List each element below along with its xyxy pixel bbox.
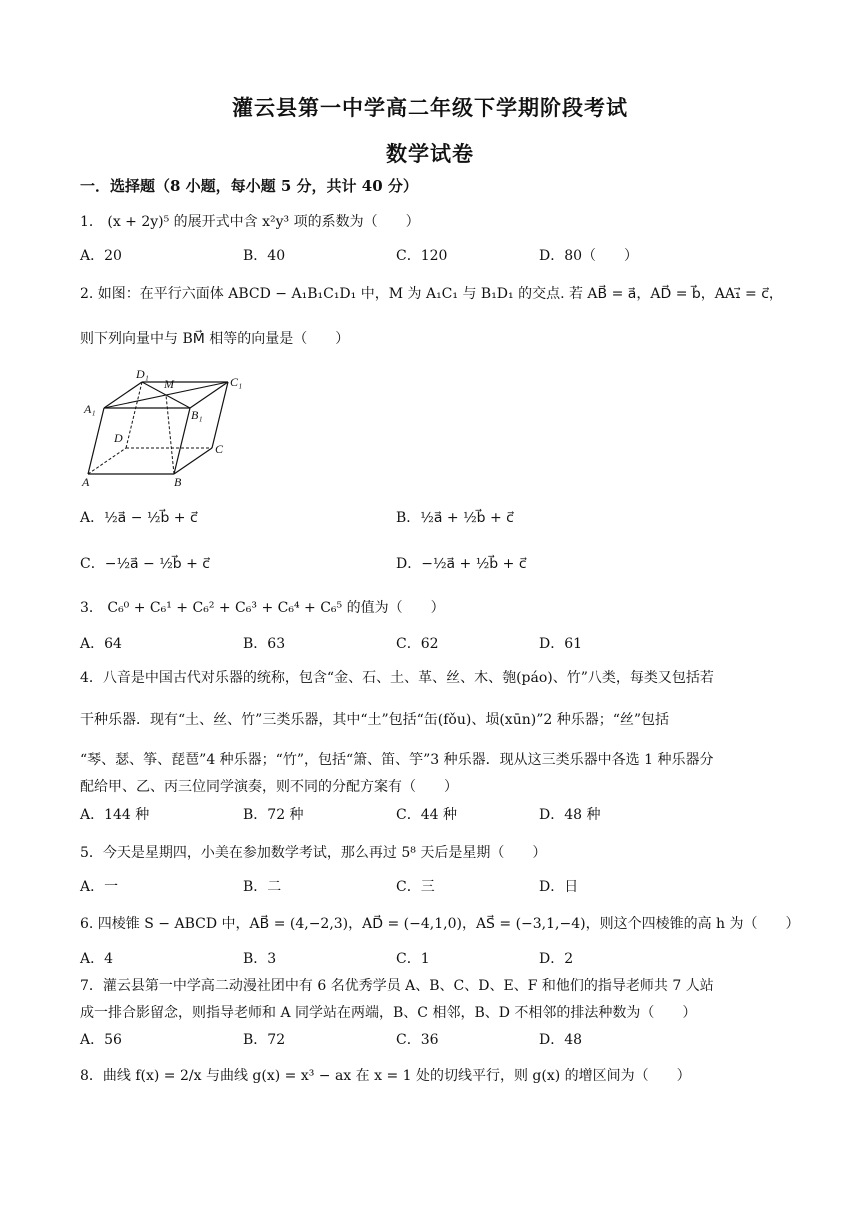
option-c: C．36 xyxy=(396,1032,439,1048)
option-c: C．62 xyxy=(396,636,439,652)
label-a1: A₁ xyxy=(84,402,96,416)
option-b: B．72 种 xyxy=(243,807,304,823)
question-6-stem: 6. 四棱锥 S − ABCD 中，AB⃗ = (4,−2,3)，AD⃗ = (−4,1,0)，AS⃗ = (−3,1,−4)，则这个四棱锥的高 h 为（ ） xyxy=(80,916,800,932)
question-2-stem: 2. 如图：在平行六面体 ABCD − A₁B₁C₁D₁ 中，M 为 A₁C₁ 与 B₁D₁ 的交点. 若 AB⃗ = a⃗，AD⃗ = b⃗，AA₁⃗ = c⃗， xyxy=(80,286,783,302)
question-1-stem: 1． (x + 2y)⁵ 的展开式中含 x²y³ 项的系数为（ ） xyxy=(80,214,420,230)
label-b1: B₁ xyxy=(191,408,203,422)
label-c1: C₁ xyxy=(230,375,243,389)
question-6-options xyxy=(80,949,790,969)
question-4-stem-cont3: 配给甲、乙、丙三位同学演奏，则不同的分配方案有（ ） xyxy=(80,779,458,795)
option-c: C．三 xyxy=(396,879,435,895)
option-c: C．120 xyxy=(396,248,448,264)
option-a: A．20 xyxy=(80,248,122,264)
option-a: A．64 xyxy=(80,636,122,652)
question-2-options-row2 xyxy=(80,554,790,574)
option-b: B．3 xyxy=(243,951,277,967)
question-7-options xyxy=(80,1030,790,1050)
option-a: A．½a⃗ − ½b⃗ + c⃗ xyxy=(80,510,198,526)
question-4-stem: 4．八音是中国古代对乐器的统称，包含“金、石、土、革、丝、木、匏(páo)、竹”八类，每类又包括若 xyxy=(80,670,714,686)
option-c: C．44 种 xyxy=(396,807,457,823)
school-title: 灌云县第一中学高二年级下学期阶段考试 xyxy=(232,95,628,120)
question-1-options xyxy=(80,246,790,266)
section-heading: 一．选择题（8 小题，每小题 5 分，共计 40 分） xyxy=(80,177,418,195)
option-c: C．1 xyxy=(396,951,430,967)
question-2-options-row1 xyxy=(80,508,790,528)
option-d: D．−½a⃗ + ½b⃗ + c⃗ xyxy=(396,556,527,572)
question-4-options xyxy=(80,805,790,825)
option-a: A．56 xyxy=(80,1032,122,1048)
option-c: C．−½a⃗ − ½b⃗ + c⃗ xyxy=(80,556,211,572)
option-d: D．2 xyxy=(539,951,574,967)
question-7-stem: 7．灌云县第一中学高二动漫社团中有 6 名优秀学员 A、B、C、D、E、F 和他们的指导老师共 7 人站 xyxy=(80,978,714,994)
question-4-stem-cont1: 干种乐器．现有“土、丝、竹”三类乐器，其中“土”包括“缶(fǒu)、埙(xūn)”2 种乐器；“丝”包括 xyxy=(80,712,670,728)
option-a: A．一 xyxy=(80,879,119,895)
question-3-options xyxy=(80,634,790,654)
option-b: B．72 xyxy=(243,1032,286,1048)
question-5-stem: 5．今天是星期四，小美在参加数学考试，那么再过 5⁸ 天后是星期（ ） xyxy=(80,845,547,861)
label-b: B xyxy=(174,475,182,489)
parallelepiped-figure xyxy=(80,362,250,490)
option-b: B．二 xyxy=(243,879,282,895)
question-3-stem: 3． C₆⁰ + C₆¹ + C₆² + C₆³ + C₆⁴ + C₆⁵ 的值为（ ） xyxy=(80,600,445,616)
question-2-stem-cont: 则下列向量中与 BM⃗ 相等的向量是（ ） xyxy=(80,331,350,347)
subject-title: 数学试卷 xyxy=(386,141,474,166)
question-5-options xyxy=(80,877,790,897)
label-m: M xyxy=(164,377,174,391)
option-d: D．48 种 xyxy=(539,807,601,823)
label-d1: D₁ xyxy=(136,367,149,381)
question-7-stem-cont: 成一排合影留念，则指导老师和 A 同学站在两端，B、C 相邻，B、D 不相邻的排法种数为（ ） xyxy=(80,1005,697,1021)
question-4-stem-cont2: “琴、瑟、筝、琵琶”4 种乐器；“竹”，包括“箫、笛、竽”3 种乐器．现从这三类乐器中各选 1 种乐器分 xyxy=(80,752,714,768)
option-b: B．63 xyxy=(243,636,286,652)
option-a: A．4 xyxy=(80,951,114,967)
option-d: D．80（ ） xyxy=(539,248,639,264)
option-d: D．61 xyxy=(539,636,583,652)
label-c: C xyxy=(215,442,224,456)
label-a: A xyxy=(82,475,90,489)
option-b: B．½a⃗ + ½b⃗ + c⃗ xyxy=(396,510,514,526)
label-d: D xyxy=(114,431,123,445)
option-a: A．144 种 xyxy=(80,807,150,823)
option-b: B．40 xyxy=(243,248,286,264)
option-d: D．日 xyxy=(539,879,579,895)
option-d: D．48 xyxy=(539,1032,583,1048)
question-8-stem: 8．曲线 f(x) = 2/x 与曲线 g(x) = x³ − ax 在 x = 1 处的切线平行，则 g(x) 的增区间为（ ） xyxy=(80,1068,691,1084)
